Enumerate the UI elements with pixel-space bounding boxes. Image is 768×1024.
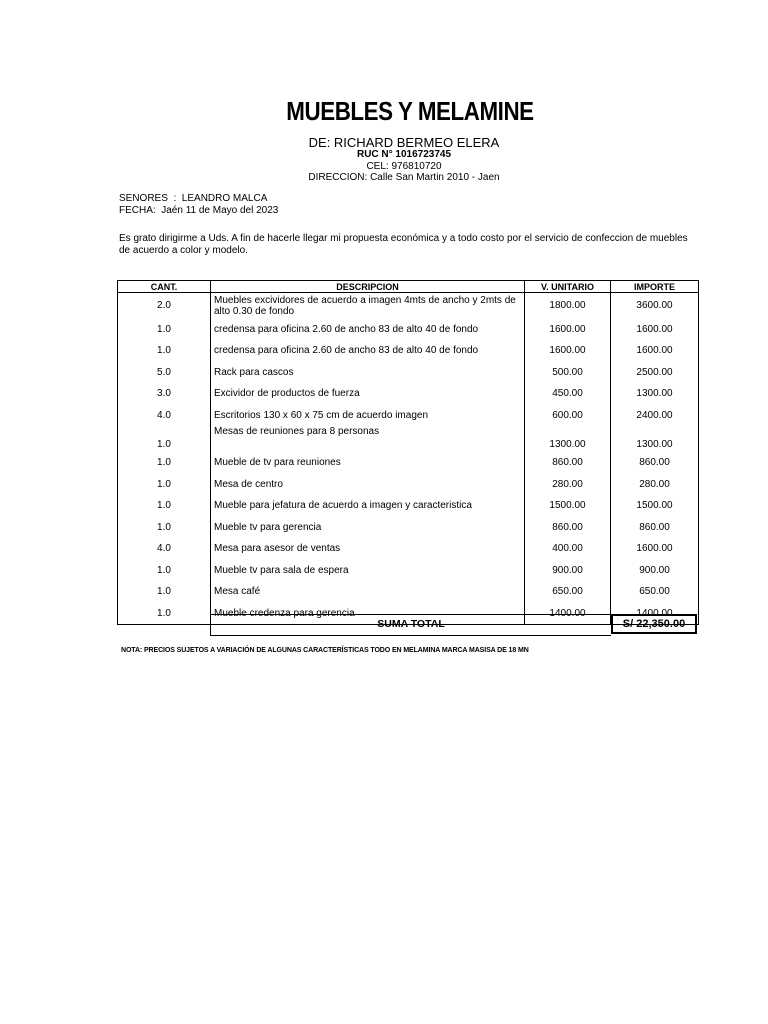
cell-descripcion: Mueble de tv para reuniones: [211, 452, 525, 474]
address: DIRECCION: Calle San Martin 2010 - Jaen: [308, 172, 500, 183]
table-row: [118, 581, 699, 603]
header-importe: IMPORTE: [611, 281, 699, 293]
cell-descripcion: Mueble credenza para gerencia: [211, 603, 525, 625]
cell-v-unitario: 280.00: [525, 474, 611, 496]
table-row: [118, 293, 699, 319]
sender-name: DE: RICHARD BERMEO ELERA: [308, 135, 500, 150]
cell-importe: 2400.00: [611, 405, 699, 427]
cell-cant: 1.0: [118, 452, 211, 474]
ruc-number: RUC N° 1016723745: [356, 149, 452, 160]
table-row: [118, 517, 699, 539]
cell-importe: 1300.00: [611, 426, 699, 452]
cell-importe: 1600.00: [611, 319, 699, 341]
cell-descripcion: Mesa para asesor de ventas: [211, 538, 525, 560]
cell-cant: 1.0: [118, 474, 211, 496]
date-line: FECHA: Jaén 11 de Mayo del 2023: [119, 205, 279, 216]
items-table: [117, 280, 699, 625]
cell-v-unitario: 400.00: [525, 538, 611, 560]
table-row: [118, 426, 699, 452]
cell-v-unitario: 900.00: [525, 560, 611, 582]
cell-v-unitario: 860.00: [525, 517, 611, 539]
cell-v-unitario: 450.00: [525, 383, 611, 405]
phone-number: CEL: 976810720: [366, 161, 442, 172]
cell-v-unitario: 860.00: [525, 452, 611, 474]
cell-descripcion: Escritorios 130 x 60 x 75 cm de acuerdo imagen: [211, 405, 525, 427]
table-row: [118, 560, 699, 582]
cell-cant: 5.0: [118, 362, 211, 384]
recipient-line: SENORES : LEANDRO MALCA: [119, 193, 268, 204]
cell-v-unitario: 650.00: [525, 581, 611, 603]
cell-importe: 860.00: [611, 517, 699, 539]
cell-v-unitario: 1800.00: [525, 293, 611, 319]
cell-importe: 1500.00: [611, 495, 699, 517]
cell-importe: 1600.00: [611, 538, 699, 560]
intro-paragraph: Es grato dirigirme a Uds. A fin de hacerle llegar mi propuesta económica y a todo costo por el servicio de confeccion de muebles de acuerdo a color y modelo.: [119, 233, 688, 256]
cell-descripcion: Muebles excividores de acuerdo a imagen 4mts de ancho y 2mts de alto 0.30 de fondo: [211, 293, 525, 319]
cell-v-unitario: 600.00: [525, 405, 611, 427]
cell-descripcion: Rack para cascos: [211, 362, 525, 384]
table-row: [118, 538, 699, 560]
total-label: SUMA TOTAL: [210, 614, 611, 636]
price-note: NOTA: PRECIOS SUJETOS A VARIACIÓN DE ALGUNAS CARACTERÍSTICAS TODO EN MELAMINA MARCA MASISA DE 18 MN: [121, 647, 529, 654]
cell-cant: 1.0: [118, 560, 211, 582]
cell-v-unitario: 1300.00: [525, 426, 611, 452]
cell-v-unitario: 500.00: [525, 362, 611, 384]
cell-descripcion: Mesa de centro: [211, 474, 525, 496]
cell-v-unitario: 1400.00: [525, 603, 611, 625]
table-row: [118, 405, 699, 427]
cell-importe: 1300.00: [611, 383, 699, 405]
table-row: [118, 340, 699, 362]
table-row: [118, 452, 699, 474]
header-cant: CANT.: [118, 281, 211, 293]
table-row: [118, 362, 699, 384]
cell-importe: 860.00: [611, 452, 699, 474]
header-descripcion: DESCRIPCION: [211, 281, 525, 293]
total-value: S/ 22,350.00: [611, 614, 697, 634]
cell-cant: 4.0: [118, 405, 211, 427]
table-row: [118, 319, 699, 341]
cell-descripcion: Mueble tv para sala de espera: [211, 560, 525, 582]
cell-descripcion: Mesa café: [211, 581, 525, 603]
cell-cant: 1.0: [118, 319, 211, 341]
table-row: [118, 474, 699, 496]
cell-cant: 2.0: [118, 293, 211, 319]
cell-cant: 1.0: [118, 603, 211, 625]
table-header-row: [118, 281, 699, 293]
cell-descripcion: Mueble para jefatura de acuerdo a imagen y caracteristica: [211, 495, 525, 517]
cell-cant: 1.0: [118, 495, 211, 517]
company-title: MUEBLES Y MELAMINE: [286, 96, 534, 126]
cell-importe: 1600.00: [611, 340, 699, 362]
cell-cant: 1.0: [118, 517, 211, 539]
cell-descripcion: Mesas de reuniones para 8 personas: [211, 426, 525, 452]
cell-cant: 3.0: [118, 383, 211, 405]
cell-importe: 1400.00: [611, 603, 699, 625]
cell-v-unitario: 1600.00: [525, 340, 611, 362]
cell-cant: 1.0: [118, 581, 211, 603]
cell-importe: 2500.00: [611, 362, 699, 384]
table-row: [118, 495, 699, 517]
cell-cant: 1.0: [118, 426, 211, 452]
cell-importe: 900.00: [611, 560, 699, 582]
cell-cant: 4.0: [118, 538, 211, 560]
cell-v-unitario: 1600.00: [525, 319, 611, 341]
cell-descripcion: Excividor de productos de fuerza: [211, 383, 525, 405]
cell-descripcion: credensa para oficina 2.60 de ancho 83 de alto 40 de fondo: [211, 319, 525, 341]
cell-v-unitario: 1500.00: [525, 495, 611, 517]
cell-importe: 650.00: [611, 581, 699, 603]
cell-descripcion: credensa para oficina 2.60 de ancho 83 de alto 40 de fondo: [211, 340, 525, 362]
table-row: [118, 383, 699, 405]
cell-descripcion: Mueble tv para gerencia: [211, 517, 525, 539]
header-v-unitario: V. UNITARIO: [525, 281, 611, 293]
cell-importe: 3600.00: [611, 293, 699, 319]
cell-cant: 1.0: [118, 340, 211, 362]
cell-importe: 280.00: [611, 474, 699, 496]
